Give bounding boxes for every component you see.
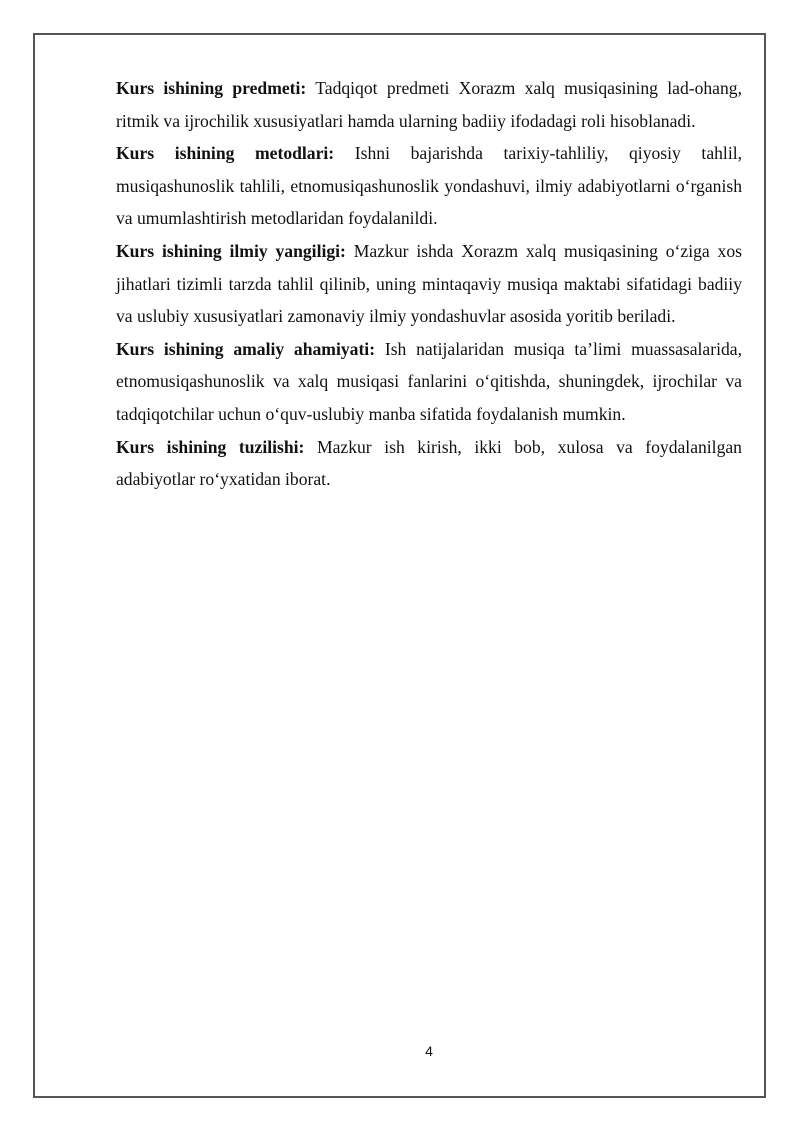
paragraph-text: Tadqiqot predmeti Xorazm xalq musiqasining lad-ohang, ritmik va ijrochilik xususiyatlari hamda ularning badiiy ifodadagi roli hisoblanadi. [116, 78, 742, 131]
paragraph-term: Kurs ishining tuzilishi: [116, 436, 305, 457]
paragraph-term: Kurs ishining metodlari: [116, 143, 335, 164]
paragraph-text: Mazkur ish kirish, ikki bob, xulosa va foydalanilgan adabiyotlar ro‘yxatidan iborat. [116, 436, 742, 490]
page-number: 4 [425, 1043, 433, 1059]
paragraph-term: Kurs ishining predmeti: [116, 78, 307, 98]
paragraph-term: Kurs ishining ilmiy yangiligi: [116, 240, 346, 261]
paragraph-text: Ishni bajarishda tarixiy-tahliliy, qiyosiy tahlil, musiqashunoslik tahlili, etnomusiqashunoslik yondashuvi, ilmiy adabiyotlarni o‘rganish va umumlashtirish metodlaridan foydalanildi. [116, 143, 742, 229]
paragraph-practical-significance [116, 333, 742, 431]
paragraph-methods [116, 137, 742, 235]
paragraph-text: Ish natijalaridan musiqa ta’limi muassasalarida, etnomusiqashunoslik va xalq musiqasi fanlarini o‘qitishda, shuningdek, ijrochilar va tadqiqotchilar uchun o‘quv-uslubiy manba sifatida foydalanish mumkin. [116, 338, 742, 424]
paragraph-subject [116, 72, 742, 137]
paragraph-structure [116, 431, 742, 496]
paragraph-text: Mazkur ishda Xorazm xalq musiqasining o‘ziga xos jihatlari tizimli tarzda tahlil qilinib, uning mintaqaviy musiqa maktabi sifatidagi badiiy va uslubiy xususiyatlari zamonaviy ilmiy yondashuvlar asosida yoritib beriladi. [116, 240, 743, 327]
paragraph-term: Kurs ishining amaliy ahamiyati: [116, 338, 376, 359]
paragraph-novelty [116, 235, 742, 333]
document-body [116, 72, 742, 496]
